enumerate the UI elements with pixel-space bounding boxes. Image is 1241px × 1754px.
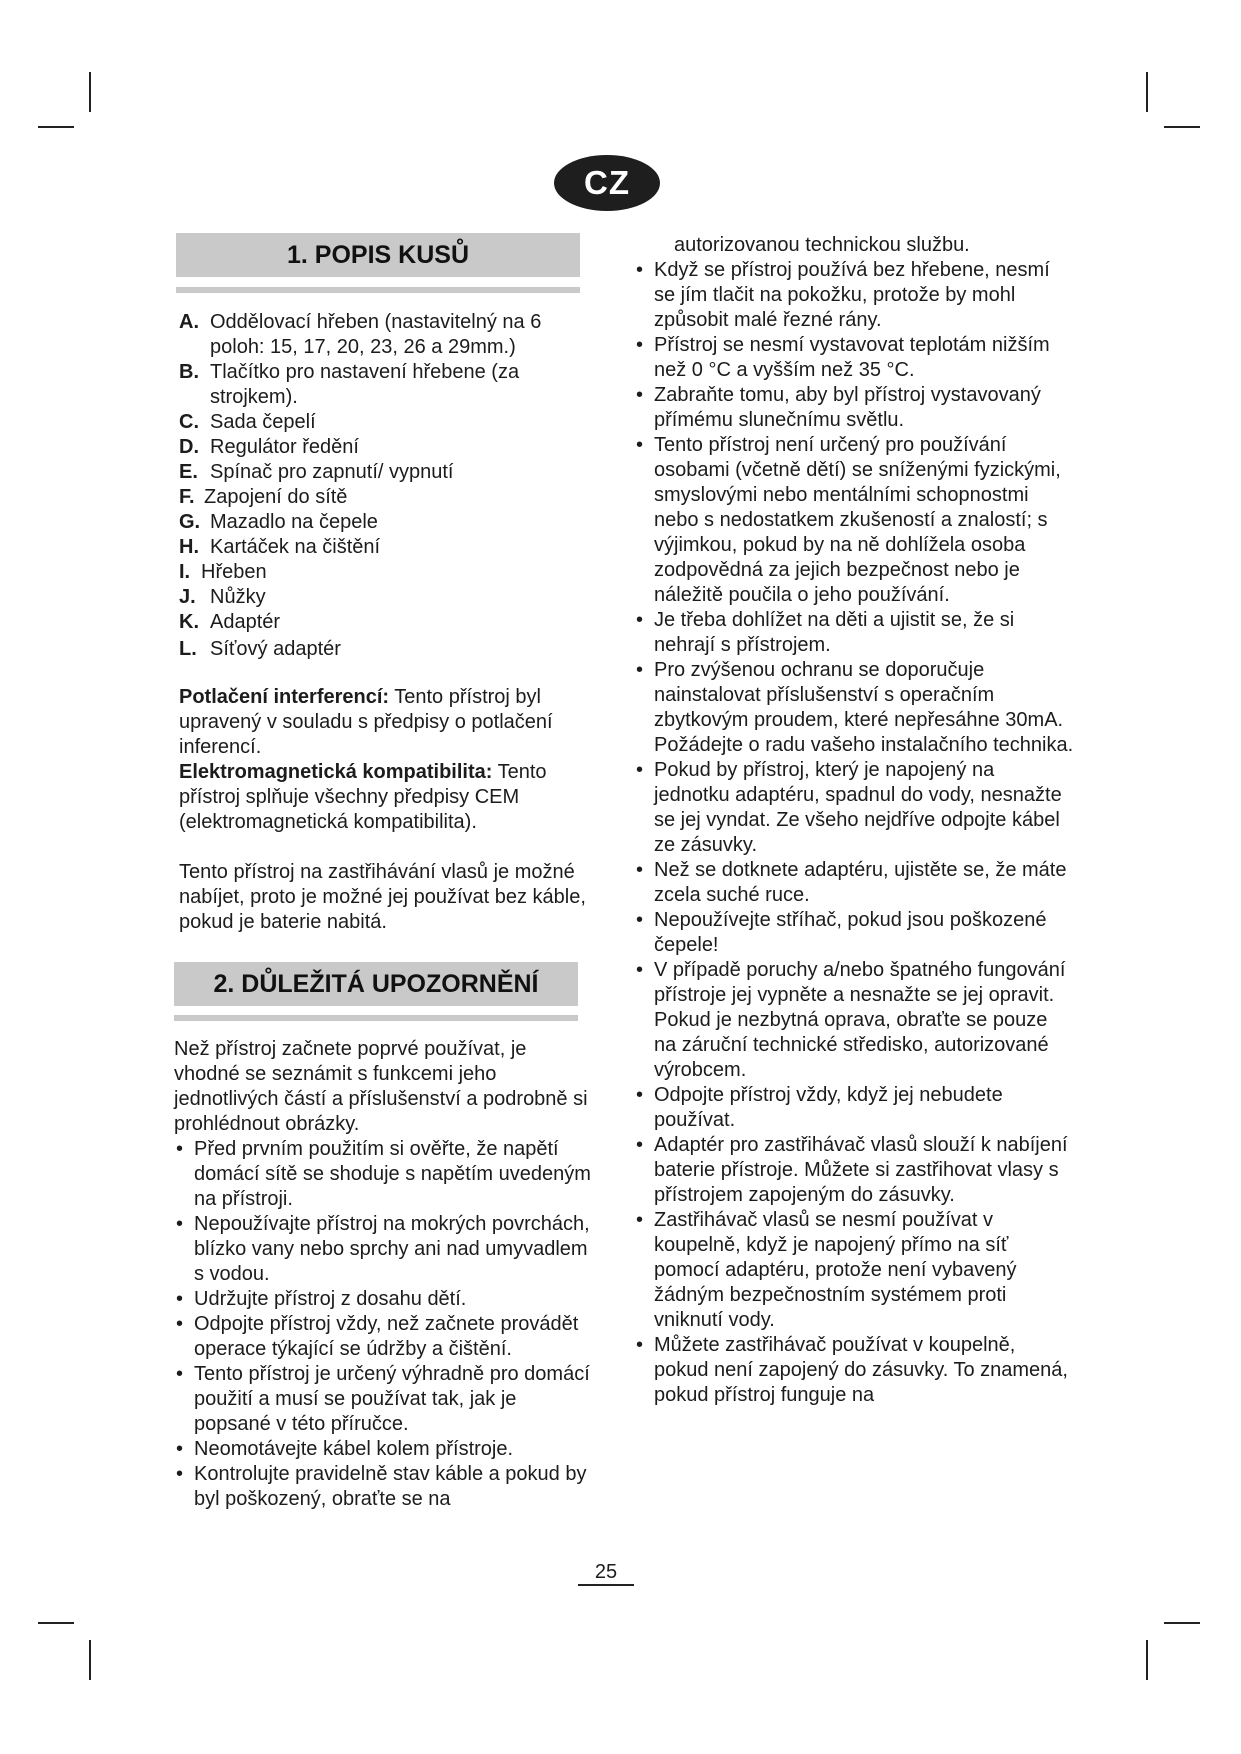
part-item-b (179, 360, 589, 410)
list-item-text: • Než se dotknete adaptéru, ujistěte se, že máte zcela suché ruce. (654, 859, 1067, 906)
page-number: 25 (578, 1560, 634, 1586)
list-item (634, 1133, 1074, 1208)
warnings-left-column (174, 1037, 594, 1512)
language-badge: CZ (554, 155, 660, 211)
interference-label: Potlačení interferencí: (179, 686, 390, 708)
list-item-text: • Pokud by přístroj, který je napojený na jednotku adaptéru, spadnul do vody, nesnažte se jej vyndat. Ze všeho nejdříve odpojte kábel ze zásuvky. (654, 759, 1062, 856)
part-text: Nůžky (210, 586, 266, 608)
part-text: Spínač pro zapnutí/ vypnutí (210, 461, 454, 483)
emc-label: Elektromagnetická kompatibilita: (179, 761, 493, 783)
list-item (634, 1083, 1074, 1133)
part-letter: A. (179, 311, 199, 333)
part-text: Hřeben (201, 561, 267, 583)
list-item-text: • Je třeba dohlížet na děti a ujistit se, že si nehrají s přístrojem. (654, 609, 1015, 656)
part-item-h (179, 535, 589, 560)
part-letter: H. (179, 536, 199, 558)
part-text: Adaptér (210, 611, 281, 633)
crop-mark-top-right-h (1164, 126, 1200, 128)
emc-text: Tento přístroj splňuje všechny předpisy CEM (elektromagnetická kompatibilita). (179, 761, 547, 833)
part-item-j (179, 585, 589, 610)
part-letter: I. (179, 561, 191, 583)
list-item-text: • Tento přístroj je určený výhradně pro domácí použití a musí se používat tak, jak je popsané v této příručce. (194, 1363, 590, 1435)
section-2-rule (174, 1015, 578, 1021)
list-item-text: • Tento přístroj není určený pro používání osobami (včetně dětí) se sníženými fyzickými, smyslovými nebo mentálními schopnostmi nebo s nedostatkem zkušeností a znalostí; s výjimkou, pokud by na ně dohlížela osoba zodpovědná za jejich bezpečnost nebo je náležitě poučila o jeho používání. (654, 434, 1061, 606)
part-item-e (179, 460, 589, 485)
warnings-right-column (634, 233, 1074, 1408)
interference-paragraph (179, 685, 589, 760)
list-item-text: • Přístroj se nesmí vystavovat teplotám nižším než 0 °C a vyšším než 35 °C. (654, 334, 1050, 381)
crop-mark-top-left-h (38, 126, 74, 128)
list-item (634, 958, 1074, 1083)
list-item (634, 658, 1074, 758)
list-item-text: • Můžete zastřihávač používat v koupelně, pokud není zapojený do zásuvky. To znamená, pokud přístroj funguje na (654, 1334, 1068, 1406)
part-letter: B. (179, 361, 199, 383)
part-item-d (179, 435, 589, 460)
list-item (634, 1333, 1074, 1408)
part-text: Síťový adaptér (210, 638, 341, 660)
charge-paragraph: Tento přístroj na zastřihávání vlasů je možné nabíjet, proto je možné jej používat bez káble, pokud je baterie nabitá. (179, 861, 586, 933)
part-text: Regulátor ředění (210, 436, 359, 458)
part-letter: E. (179, 461, 198, 483)
list-item (174, 1212, 594, 1287)
list-item (174, 1137, 594, 1212)
list-item (174, 1362, 594, 1437)
parts-list (179, 310, 589, 662)
list-item-text: • Zastřihávač vlasů se nesmí používat v koupelně, když je napojený přímo na síť pomocí adaptéru, protože není vybavený žádným bezpečnostním systémem proti vniknutí vody. (654, 1209, 1017, 1331)
list-item (634, 383, 1074, 433)
part-text: Oddělovací hřeben (nastavitelný na 6 poloh: 15, 17, 20, 23, 26 a 29mm.) (210, 311, 542, 358)
list-item-text: • Nepoužívejte stříhač, pokud jsou poškozené čepele! (654, 909, 1047, 956)
part-item-a (179, 310, 589, 360)
part-item-k (179, 610, 589, 635)
list-item-text: • Neomotávejte kábel kolem přístroje. (194, 1438, 514, 1460)
part-item-i (179, 560, 589, 585)
list-item-text: • Zabraňte tomu, aby byl přístroj vystavovaný přímému slunečnímu světlu. (654, 384, 1041, 431)
crop-mark-bottom-right-h (1164, 1622, 1200, 1624)
list-item-text: • Kontrolujte pravidelně stav káble a pokud by byl poškozený, obraťte se na (194, 1463, 587, 1510)
list-item-text: • Odpojte přístroj vždy, když jej nebudete používat. (654, 1084, 1003, 1131)
list-item-text: • Pro zvýšenou ochranu se doporučuje nainstalovat příslušenství s operačním zbytkovým proudem, které nepřesáhne 30mA. Požádejte o radu vašeho instalačního technika. (654, 659, 1074, 756)
warnings-list-left (174, 1137, 594, 1512)
list-item (634, 858, 1074, 908)
list-item (634, 333, 1074, 383)
list-item-text: • Před prvním použitím si ověřte, že napětí domácí sítě se shoduje s napětím uvedeným na přístroji. (194, 1138, 591, 1210)
part-text: Tlačítko pro nastavení hřebene (za strojkem). (210, 361, 520, 408)
list-item (634, 908, 1074, 958)
section-1-rule (176, 287, 580, 293)
crop-mark-bottom-right-v (1146, 1640, 1148, 1680)
list-item (634, 258, 1074, 333)
emc-paragraph (179, 760, 589, 835)
part-text: Kartáček na čištění (210, 536, 381, 558)
part-item-f (179, 485, 589, 510)
section-2-heading: 2. DŮLEŽITÁ UPOZORNĚNÍ (174, 962, 578, 1006)
crop-mark-bottom-left-h (38, 1622, 74, 1624)
list-item (174, 1287, 594, 1312)
list-item (634, 608, 1074, 658)
interference-text: Tento přístroj byl upravený v souladu s předpisy o potlačení inferencí. (179, 686, 553, 758)
part-letter: C. (179, 411, 199, 433)
part-letter: L. (179, 638, 197, 660)
list-item (174, 1437, 594, 1462)
list-item-text: • V případě poruchy a/nebo špatného fungování přístroje jej vypněte a nesnažte se jej opravit. Pokud je nezbytná oprava, obraťte se pouze na záruční technické středisko, autorizované výrobcem. (654, 959, 1066, 1081)
intro-paragraph: Než přístroj začnete poprvé používat, je vhodné se seznámit s funkcemi jeho jednotlivých částí a příslušenství a podrobně si prohlédnout obrázky. (174, 1038, 588, 1135)
list-item (634, 1208, 1074, 1333)
list-item (634, 758, 1074, 858)
list-item (174, 1462, 594, 1512)
part-item-g (179, 510, 589, 535)
part-letter: J. (179, 586, 196, 608)
part-letter: D. (179, 436, 199, 458)
crop-mark-top-right-v (1146, 72, 1148, 112)
list-item-text: • Udržujte přístroj z dosahu dětí. (194, 1288, 467, 1310)
part-text: Sada čepelí (210, 411, 316, 433)
crop-mark-top-left-v (89, 72, 91, 112)
warnings-list-right (634, 258, 1074, 1408)
section-1-heading: 1. POPIS KUSŮ (176, 233, 580, 277)
part-letter: K. (179, 611, 199, 633)
list-item-text: • Nepoužívajte přístroj na mokrých povrchách, blízko vany nebo sprchy ani nad umyvadlem s vodou. (194, 1213, 590, 1285)
part-text: Zapojení do sítě (204, 486, 348, 508)
list-item (634, 433, 1074, 608)
continuation-text: autorizovanou technickou službu. (674, 234, 970, 256)
list-item-text: • Adaptér pro zastřihávač vlasů slouží k nabíjení baterie přístroje. Můžete si zastřihovat vlasy s přístrojem zapojeným do zásuvky. (654, 1134, 1068, 1206)
part-item-c (179, 410, 589, 435)
list-item-text: • Když se přístroj používá bez hřebene, nesmí se jím tlačit na pokožku, protože by mohl způsobit malé řezné rány. (654, 259, 1050, 331)
part-text: Mazadlo na čepele (210, 511, 378, 533)
list-item (174, 1312, 594, 1362)
part-item-l (179, 637, 589, 662)
list-item-text: • Odpojte přístroj vždy, než začnete provádět operace týkající se údržby a čištění. (194, 1313, 579, 1360)
part-letter: F. (179, 486, 195, 508)
part-letter: G. (179, 511, 201, 533)
crop-mark-bottom-left-v (89, 1640, 91, 1680)
parts-column (179, 310, 589, 935)
